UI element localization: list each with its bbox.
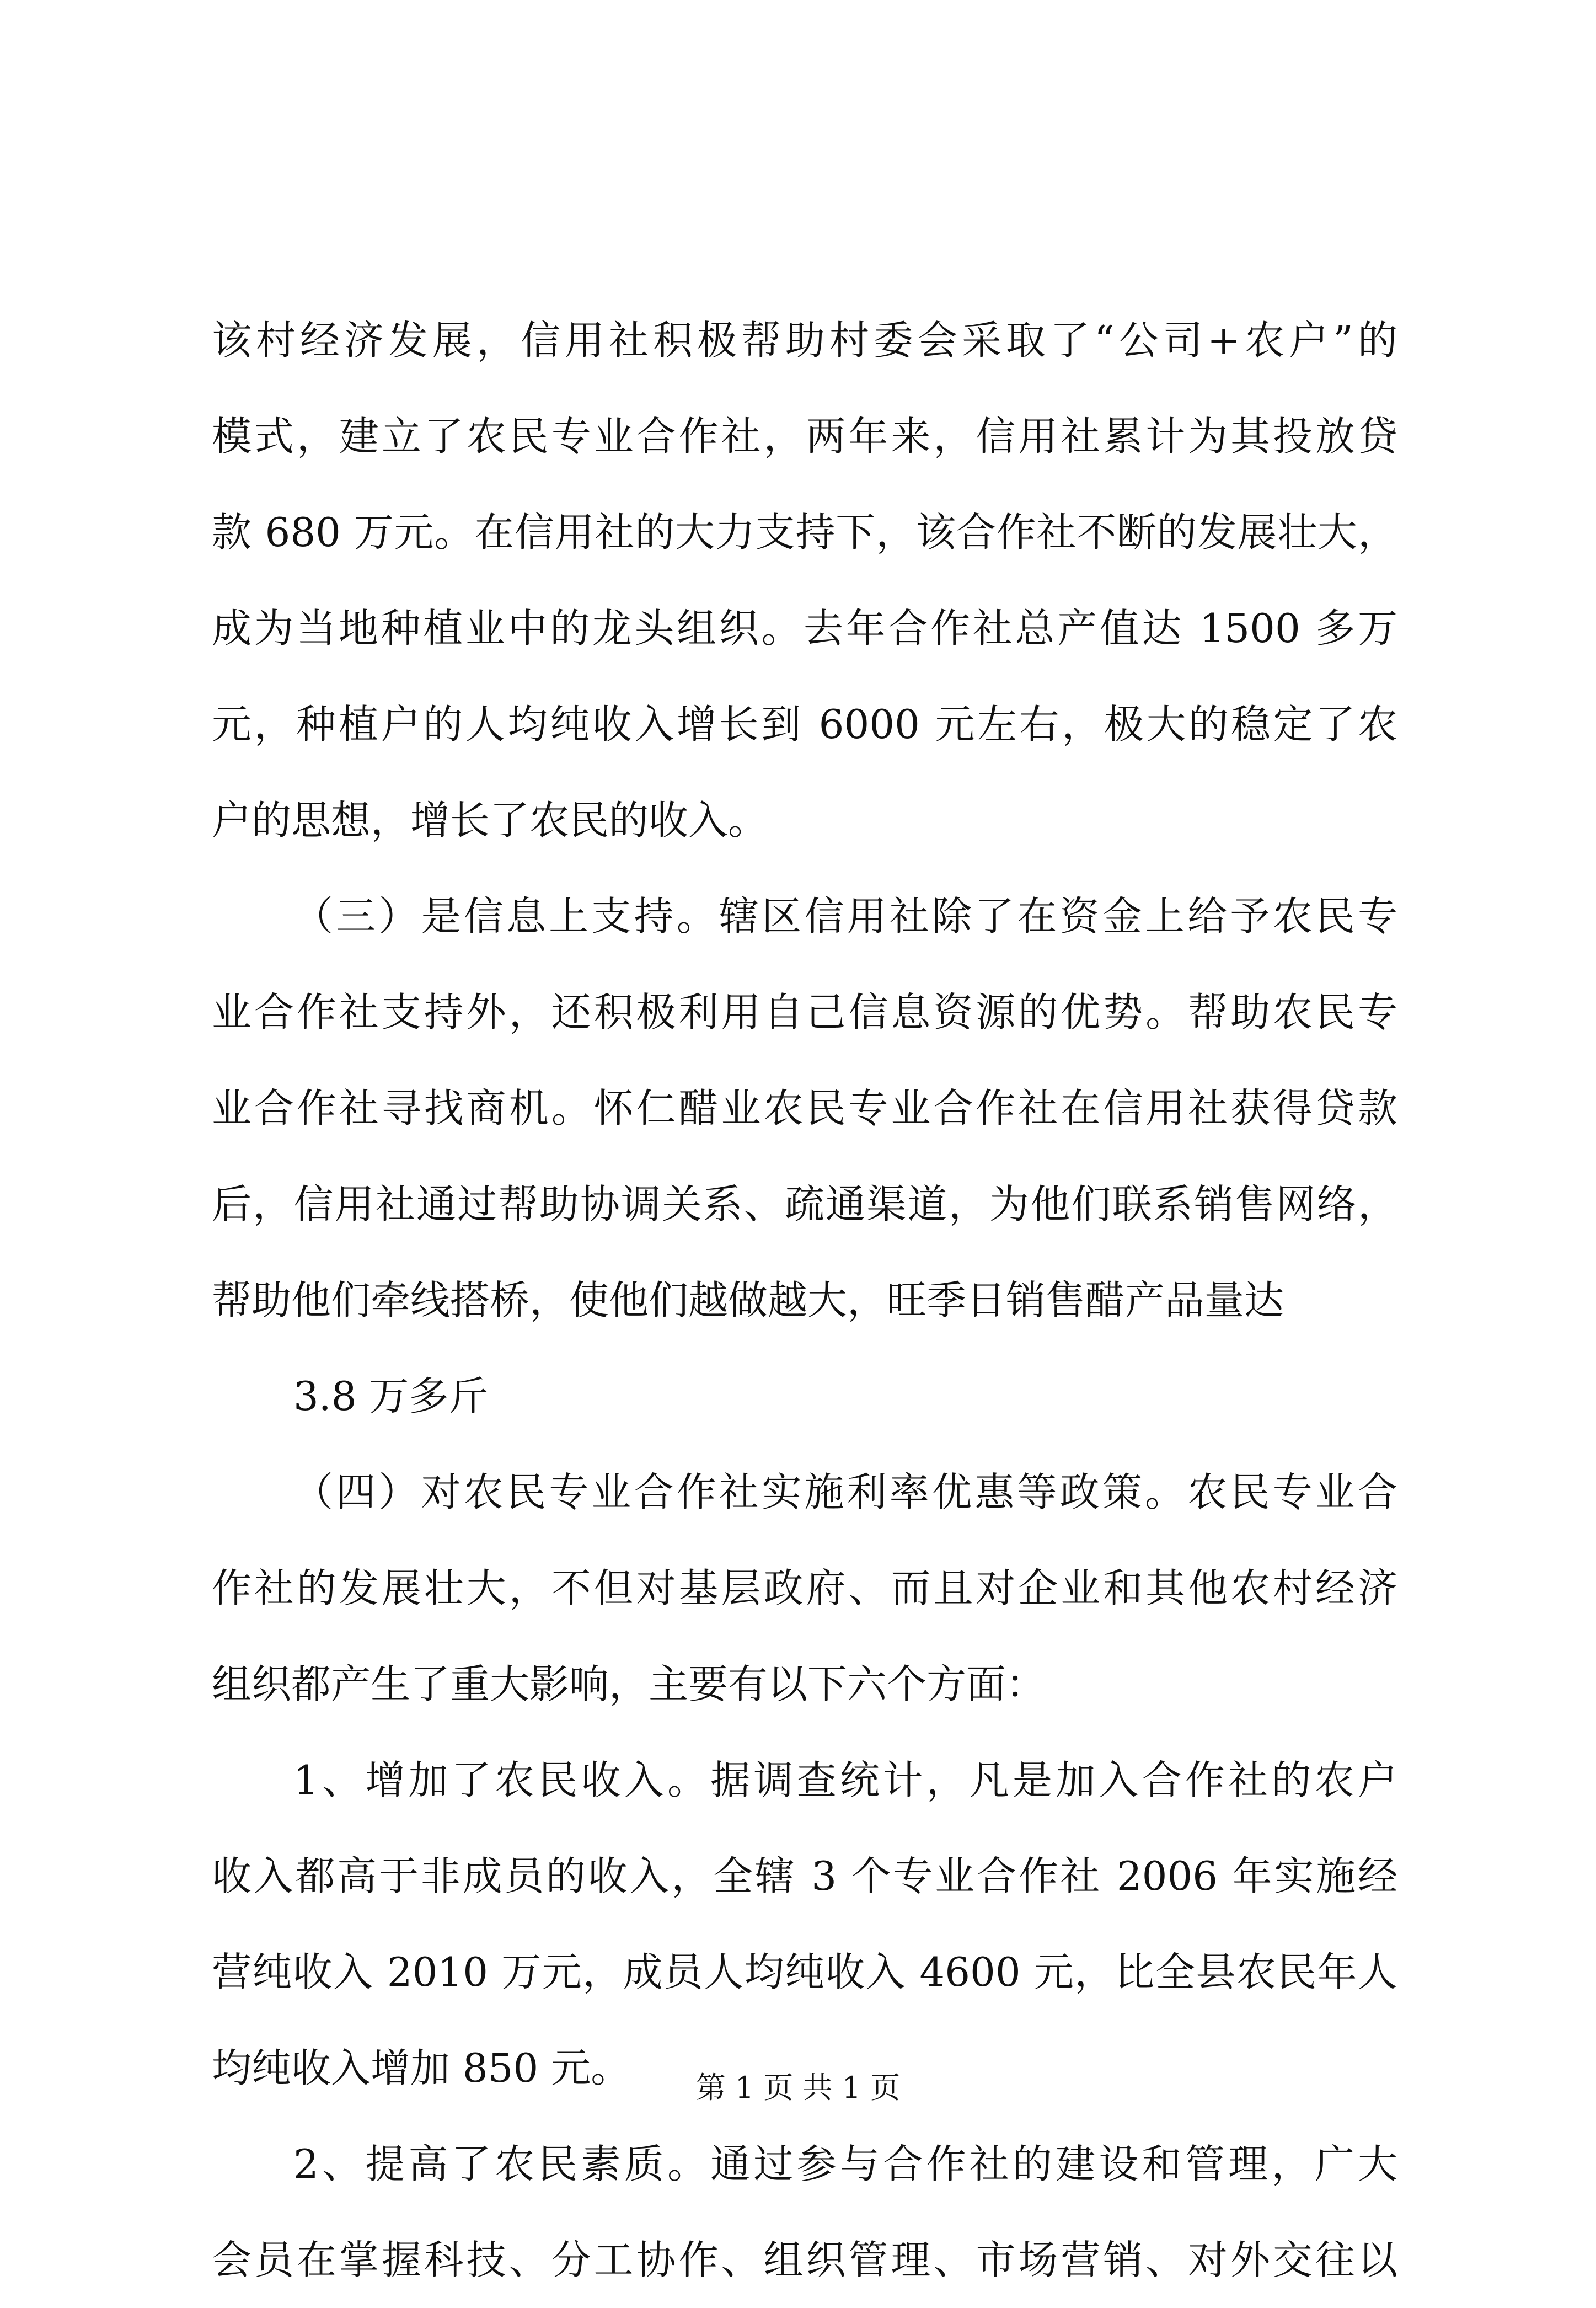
text-line: 模式，建立了农民专业合作社，两年来，信用社累计为其投放贷 xyxy=(212,413,1397,460)
text-line: 元，种植户的人均纯收入增长到 6000 元左右，极大的稳定了农 xyxy=(212,701,1397,747)
text-line: （三）是信息上支持。辖区信用社除了在资金上给予农民专 xyxy=(293,893,1397,939)
text-line: 业合作社寻找商机。怀仁醋业农民专业合作社在信用社获得贷款 xyxy=(212,1085,1397,1131)
text-line: 作社的发展壮大，不但对基层政府、而且对企业和其他农村经济 xyxy=(212,1565,1397,1611)
text-line: 该村经济发展，信用社积极帮助村委会采取了“公司+农户”的 xyxy=(212,317,1397,364)
text-line: 组织都产生了重大影响，主要有以下六个方面： xyxy=(212,1661,1046,1707)
text-line: 业合作社支持外，还积极利用自己信息资源的优势。帮助农民专 xyxy=(212,989,1397,1035)
text-line: 款 680 万元。在信用社的大力支持下，该合作社不断的发展壮大， xyxy=(212,509,1397,555)
text-line: 后，信用社通过帮助协调关系、疏通渠道，为他们联系销售网络， xyxy=(212,1181,1397,1227)
text-line: 成为当地种植业中的龙头组织。去年合作社总产值达 1500 多万 xyxy=(212,605,1397,651)
text-line: 户的思想，增长了农民的收入。 xyxy=(212,797,768,843)
text-line: 营纯收入 2010 万元，成员人均纯收入 4600 元，比全县农民年人 xyxy=(212,1949,1397,1995)
text-line: （四）对农民专业合作社实施利率优惠等政策。农民专业合 xyxy=(293,1469,1397,1515)
document-body xyxy=(212,292,1397,2308)
text-line: 均纯收入增加 850 元。 xyxy=(212,2045,631,2091)
text-line: 2、提高了农民素质。通过参与合作社的建设和管理，广大 xyxy=(293,2141,1397,2187)
text-line: 3.8 万多斤 xyxy=(293,1373,489,1419)
text-line: 收入都高于非成员的收入，全辖 3 个专业合作社 2006 年实施经 xyxy=(212,1853,1397,1899)
text-line: 会员在掌握科技、分工协作、组织管理、市场营销、对外交往以 xyxy=(212,2237,1397,2283)
text-line: 帮助他们牵线搭桥，使他们越做越大，旺季日销售醋产品量达 xyxy=(212,1277,1284,1323)
page-footer: 第 1 页 共 1 页 xyxy=(695,2070,901,2105)
text-line: 1、增加了农民收入。据调查统计，凡是加入合作社的农户 xyxy=(293,1757,1397,1803)
